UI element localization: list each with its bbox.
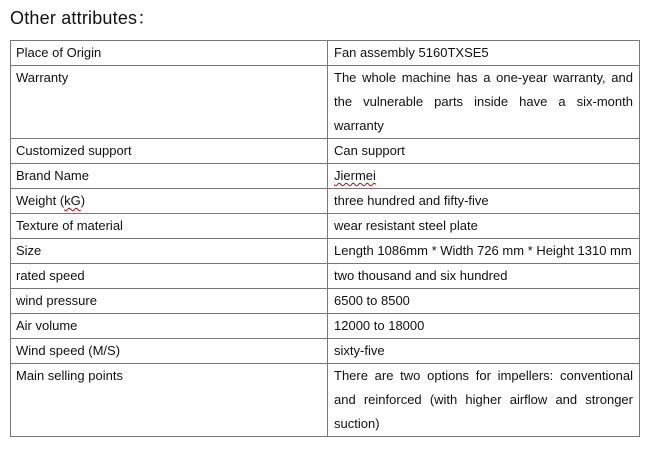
attribute-label-place-of-origin: Place of Origin <box>11 41 328 66</box>
table-row <box>11 314 640 339</box>
attribute-value-main-selling-points: There are two options for impellers: conventional and reinforced (with higher airflow and stronger suction) <box>328 364 640 437</box>
attribute-label-weight <box>11 189 328 214</box>
attribute-label-customized-support: Customized support <box>11 139 328 164</box>
attribute-value-air-volume: 12000 to 18000 <box>328 314 640 339</box>
attribute-value-size: Length 1086mm * Width 726 mm * Height 1310 mm <box>328 239 640 264</box>
weight-label-prefix: Weight ( <box>16 193 65 208</box>
attribute-value-rated-speed: two thousand and six hundred <box>328 264 640 289</box>
table-row <box>11 364 640 437</box>
attribute-value-brand-name <box>328 164 640 189</box>
attribute-label-wind-pressure: wind pressure <box>11 289 328 314</box>
attribute-value-wind-speed: sixty-five <box>328 339 640 364</box>
attribute-label-size: Size <box>11 239 328 264</box>
attribute-label-texture-of-material: Texture of material <box>11 214 328 239</box>
table-row <box>11 189 640 214</box>
attribute-value-texture-of-material: wear resistant steel plate <box>328 214 640 239</box>
table-row <box>11 41 640 66</box>
table-row <box>11 264 640 289</box>
attribute-label-brand-name: Brand Name <box>11 164 328 189</box>
table-row <box>11 66 640 139</box>
attribute-label-warranty: Warranty <box>11 66 328 139</box>
attribute-value-weight: three hundred and fifty-five <box>328 189 640 214</box>
attribute-value-customized-support: Can support <box>328 139 640 164</box>
attribute-label-air-volume: Air volume <box>11 314 328 339</box>
table-row <box>11 339 640 364</box>
weight-label-unit: kG <box>64 193 81 208</box>
table-row <box>11 214 640 239</box>
weight-label-suffix: ) <box>80 193 86 208</box>
attribute-label-main-selling-points: Main selling points <box>11 364 328 437</box>
attribute-label-rated-speed: rated speed <box>11 264 328 289</box>
attributes-table <box>10 40 640 437</box>
attribute-value-warranty: The whole machine has a one-year warranty, and the vulnerable parts inside have a six-month warranty <box>328 66 640 139</box>
attribute-label-wind-speed: Wind speed (M/S) <box>11 339 328 364</box>
table-row <box>11 139 640 164</box>
table-row <box>11 289 640 314</box>
table-row <box>11 239 640 264</box>
section-heading: Other attributes： <box>10 8 156 28</box>
attribute-value-place-of-origin: Fan assembly 5160TXSE5 <box>328 41 640 66</box>
table-row <box>11 164 640 189</box>
brand-name-text: Jiermei <box>334 168 376 183</box>
attribute-value-wind-pressure: 6500 to 8500 <box>328 289 640 314</box>
